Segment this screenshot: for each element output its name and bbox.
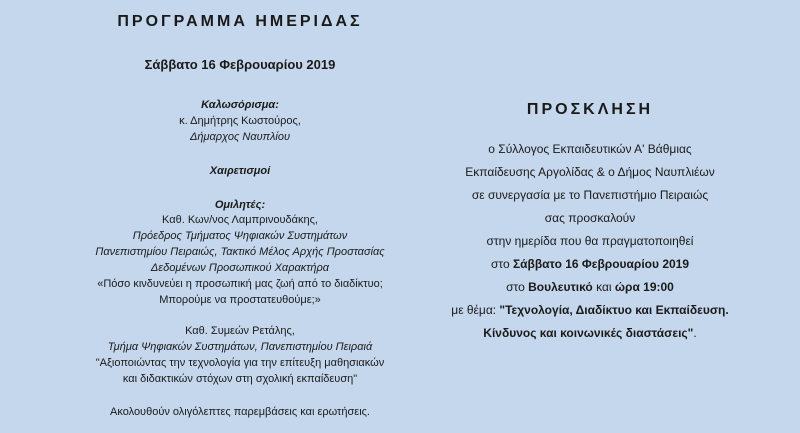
invitation-topic-part-1: "Τεχνολογία, Διαδίκτυο και Εκπαίδευση.	[499, 303, 729, 317]
speaker2-talk-line-1: "Αξιοποιώντας την τεχνολογία για την επίτευξη μαθησιακών	[95, 357, 385, 369]
welcome-heading: Καλωσόρισμα:	[201, 99, 279, 111]
invitation-line-3: σε συνεργασία με το Πανεπιστήμιο Πειραιώς	[471, 188, 709, 202]
program-date: Σάββατο 16 Φεβρουαρίου 2019	[144, 57, 336, 72]
invitation-line-5: στην ημερίδα που θα πραγματοποιηθεί	[486, 234, 694, 248]
invitation-line-1: ο Σύλλογος Εκπαιδευτικών Α' Βάθμιας	[488, 142, 692, 156]
welcome-role: Δήμαρχος Ναυπλίου	[189, 131, 291, 143]
invitation-line-9	[390, 325, 790, 341]
speaker2-name: Καθ. Συμεών Ρετάλης,	[185, 325, 295, 337]
speaker1-talk-line-1: «Πόσο κινδυνεύει η προσωπική μας ζωή από το διαδίκτυο;	[97, 278, 383, 290]
invitation-line-6-prefix: στο	[490, 257, 513, 271]
speaker1-role-line-3: Δεδομένων Προσωπικού Χαρακτήρα	[150, 262, 330, 274]
invitation-title: ΠΡΟΣΚΛΗΣΗ	[526, 101, 654, 118]
welcome-name: κ. Δημήτρης Κωστούρος,	[179, 115, 301, 127]
invitation-line-7-prefix: στο	[506, 280, 529, 294]
speaker1-name: Καθ. Κων/νος Λαμπρινουδάκης,	[162, 214, 318, 226]
invitation-date: Σάββατο 16 Φεβρουαρίου 2019	[512, 257, 690, 271]
speaker2-talk-line-2: και διδακτικών στόχων στη σχολική εκπαίδευση"	[122, 373, 358, 385]
invitation-line-4: σας προσκαλούν	[544, 211, 636, 225]
closing-note: Ακολουθούν ολιγόλεπτες παρεμβάσεις και ερωτήσεις.	[110, 406, 370, 418]
program-title: ΠΡΟΓΡΑΜΜΑ ΗΜΕΡΙΔΑΣ	[117, 13, 363, 30]
speaker1-talk-line-2: Μπορούμε να προστατευθούμε;»	[159, 294, 321, 306]
invitation-line-8	[390, 302, 790, 318]
greetings-heading: Χαιρετισμοί	[209, 165, 271, 177]
invitation-line-7-mid: και	[592, 280, 615, 294]
speaker1-role-line-1: Πρόεδρος Τμήματος Ψηφιακών Συστημάτων	[132, 230, 348, 242]
invitation-line-7	[390, 279, 790, 295]
invitation-topic-prefix: με θέμα:	[451, 303, 500, 317]
invitation-line-6	[390, 256, 790, 272]
speakers-heading: Ομιλητές:	[214, 199, 266, 211]
invitation-venue: Βουλευτικό	[528, 280, 593, 294]
invitation-line-2: Εκπαίδευσης Αργολίδας & ο Δήμος Ναυπλιέων	[465, 165, 715, 179]
invitation-topic-part-2: Κίνδυνος και κοινωνικές διαστάσεις"	[483, 326, 694, 340]
speaker2-role: Τμήμα Ψηφιακών Συστημάτων, Πανεπιστημίου Πειραιά	[107, 341, 373, 353]
invitation-topic-end: .	[693, 326, 697, 340]
invitation-time: ώρα 19:00	[614, 280, 674, 294]
speaker1-role-line-2: Πανεπιστημίου Πειραιώς, Τακτικό Μέλος Αρχής Προστασίας	[95, 246, 385, 258]
